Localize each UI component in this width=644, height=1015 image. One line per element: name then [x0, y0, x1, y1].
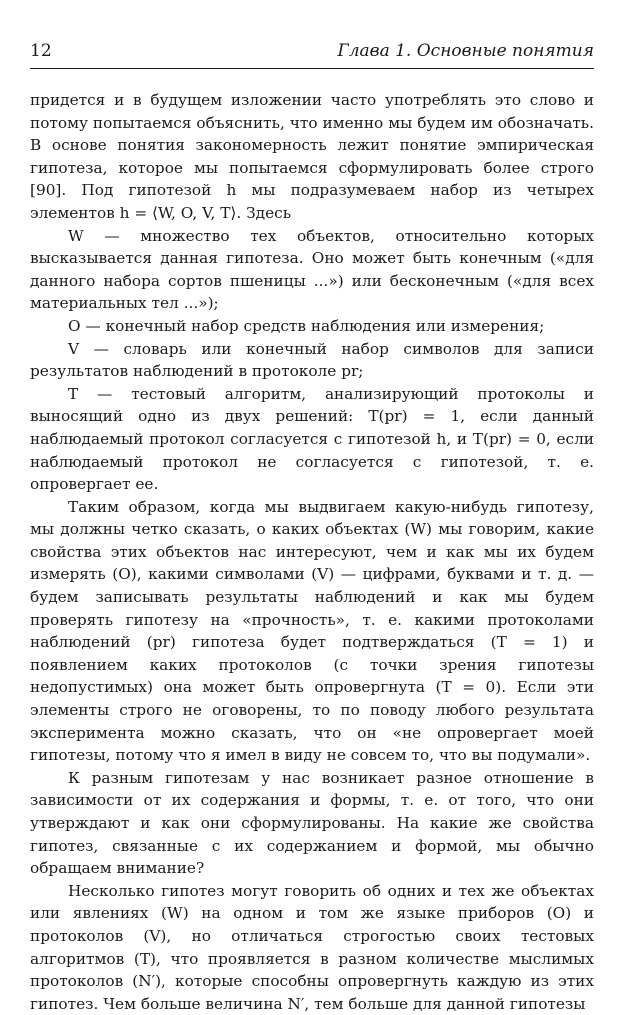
book-page: [30, 40, 594, 1015]
paragraph-continuation: придется и в будущем изложении часто употреблять это слово и потому попытаемся объяснить, что именно мы будем им обозначать. В основе понятия закономерность лежит понятие эмпирическая гипотеза, которое мы попытаемся сформулировать более строго [90]. Под гипотезой h мы подразумеваем набор из четырех элементов h = ⟨W, O, V, T⟩. Здесь: [30, 91, 594, 222]
paragraph: К разным гипотезам у нас возникает разное отношение в зависимости от их содержания и формы, т. е. от того, что они утверждают и как они сформулированы. На какие же свойства гипотез, связанные с их содержанием и формой, мы обычно обращаем внимание?: [30, 768, 594, 878]
definition-o: O — конечный набор средств наблюдения или измерения;: [68, 316, 545, 335]
paragraph: Несколько гипотез могут говорить об одних и тех же объектах или явлениях (W) на одном и том же языке приборов (O) и протоколов (V), но отличаться строгостью своих тестовых алгоритмов (T), что проявляется в разном количестве мыслимых протоколов (N′), которые способны опровергнуть каждую из этих гипотез. Чем больше величина N′, тем больше для данной гипотезы: [30, 881, 594, 1013]
paragraph: Таким образом, когда мы выдвигаем какую-нибудь гипотезу, мы должны четко сказать, о каких объектах (W) мы говорим, какие свойства этих объектов нас интересуют, чем и как мы их будем измерять (O), какими символами (V) — цифрами, буквами и т. д. — будем записывать результаты наблюдений и как мы будем проверять гипотезу на «прочность», т. е. какими протоколами наблюдений (pr) гипотеза будет подтверждаться (T = 1) и появлением каких протоколов (с точки зрения гипотезы недопустимых) она может быть опровергнута (T = 0). Если эти элементы строго не оговорены, то по поводу любого результата эксперимента можно сказать, что он «не опровергает моей гипотезы, потому что я имел в виду не совсем то, что вы подумали».: [30, 497, 594, 765]
definition-w: W — множество тех объектов, относительно которых высказывается данная гипотеза. Оно может быть конечным («для данного набора сортов пшеницы ...») или бесконечным («для всех материальных тел ...»);: [30, 226, 594, 313]
definition-v: V — словарь или конечный набор символов для записи результатов наблюдений в протоколе pr;: [30, 339, 594, 381]
body-text: [30, 89, 594, 1015]
definition-t: T — тестовый алгоритм, анализирующий протоколы и выносящий одно из двух решений: T(pr) = 1, если данный наблюдаемый протокол согласуется с гипотезой h, и T(pr) = 0, если наблюдаемый протокол не согласуется с гипотезой, т. е. опровергает ее.: [30, 384, 594, 494]
page-number: 12: [30, 41, 52, 61]
running-header: [30, 40, 594, 69]
chapter-title: Глава 1. Основные понятия: [337, 41, 594, 61]
